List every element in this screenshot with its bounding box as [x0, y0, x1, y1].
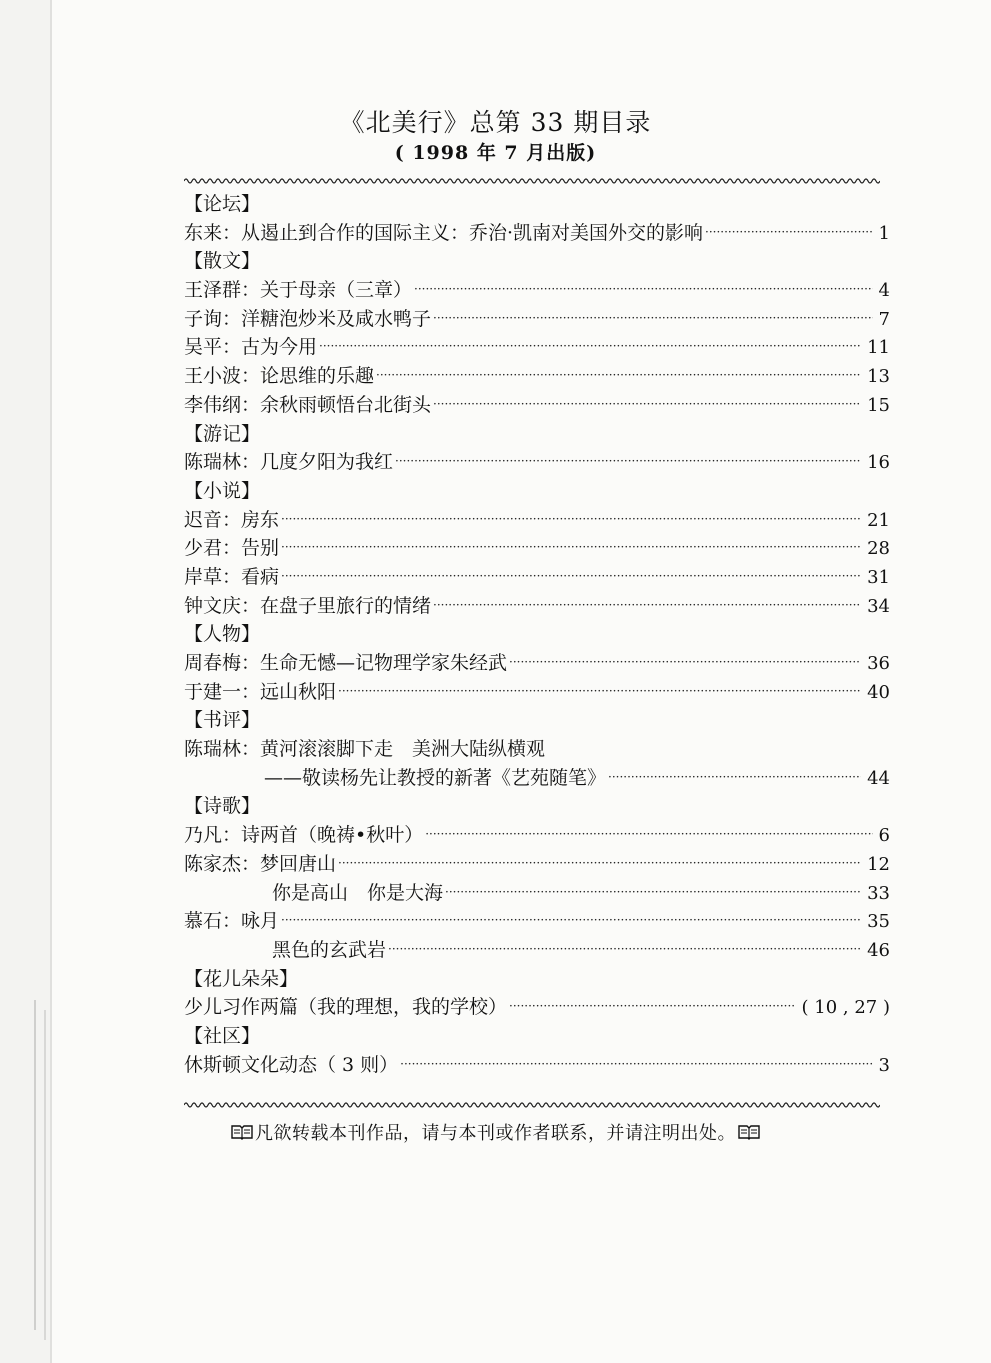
dot-leader	[509, 992, 796, 1021]
dot-leader	[281, 533, 861, 562]
entry-title: 休斯顿文化动态（ 3 则）	[184, 1053, 399, 1076]
page-edge	[50, 0, 52, 1363]
toc-entry	[184, 219, 890, 248]
toc-section-heading	[184, 706, 890, 735]
entry-title: 陈家杰：梦回唐山	[184, 852, 337, 875]
toc-entry	[184, 448, 890, 477]
entry-title: 周春梅：生命无憾—记物理学家朱经武	[184, 652, 508, 674]
toc-section-heading	[184, 620, 890, 649]
entry-title: 李伟纲：余秋雨顿悟台北街头	[184, 393, 432, 416]
page-number: 46	[867, 939, 890, 961]
entry-title: 迟音：房东	[184, 508, 280, 531]
toc-entry	[184, 305, 890, 334]
dot-leader	[388, 935, 861, 964]
page-number: 13	[867, 366, 890, 388]
dot-leader	[319, 332, 861, 361]
toc-entry	[184, 936, 890, 965]
page-number: 6	[878, 825, 890, 847]
dot-leader	[433, 304, 873, 333]
section-label: 【社区】	[184, 1024, 261, 1047]
entry-title: 你是高山 你是大海	[272, 881, 444, 904]
section-label: 【书评】	[184, 709, 261, 732]
toc-section-heading	[184, 477, 890, 506]
toc-section-heading	[184, 247, 890, 276]
entry-title: 陈瑞林：黄河滚滚脚下走 美洲大陆纵横观	[184, 738, 546, 761]
page-number: 33	[867, 882, 890, 904]
toc-entry	[184, 850, 890, 879]
open-book-icon	[231, 1124, 253, 1145]
page-edge	[34, 1000, 36, 1330]
dot-leader	[433, 390, 861, 419]
page-number: 44	[867, 767, 890, 789]
entry-title: 少儿习作两篇（我的理想，我的学校）	[184, 996, 508, 1019]
dot-leader	[433, 591, 861, 620]
page-number: 1	[878, 222, 890, 244]
wavy-divider-top	[184, 176, 880, 186]
entry-title: ——敬读杨先让教授的新著《艺苑随笔》	[264, 766, 607, 789]
dot-leader	[400, 1050, 872, 1079]
page-number: 4	[878, 280, 890, 302]
page-number: 3	[878, 1054, 890, 1076]
reprint-notice-text: 凡欲转载本刊作品，请与本刊或作者联系，并请注明出处。	[255, 1123, 736, 1144]
toc-entry	[184, 678, 890, 707]
toc-section-heading	[184, 792, 890, 821]
dot-leader	[338, 849, 861, 878]
page-number: 28	[867, 538, 890, 560]
page-number: 21	[867, 509, 890, 531]
toc-entry	[184, 821, 890, 850]
table-of-contents	[184, 190, 890, 1079]
toc-entry	[184, 333, 890, 362]
toc-entry	[184, 649, 890, 678]
section-label: 【散文】	[184, 250, 261, 273]
page-number: 36	[867, 653, 890, 674]
dot-leader	[281, 505, 861, 534]
page-number: 35	[867, 911, 890, 933]
toc-entry	[184, 993, 890, 1022]
toc-entry	[184, 506, 890, 535]
entry-title: 陈瑞林：几度夕阳为我红	[184, 451, 394, 474]
page-number: 31	[867, 566, 890, 588]
page-number: 40	[867, 681, 890, 703]
toc-entry	[184, 735, 890, 764]
dot-leader	[281, 562, 861, 591]
entry-title: 乃凡：诗两首（晚祷•秋叶）	[184, 824, 424, 847]
entry-title: 王小波：论思维的乐趣	[184, 365, 375, 388]
dot-leader	[414, 275, 873, 304]
section-label: 【论坛】	[184, 193, 261, 215]
section-label: 【诗歌】	[184, 795, 261, 818]
entry-title: 钟文庆：在盘子里旅行的情绪	[184, 594, 432, 617]
dot-leader	[376, 361, 861, 390]
toc-section-heading	[184, 190, 890, 219]
section-label: 【人物】	[184, 623, 261, 646]
entry-title: 东来：从遏止到合作的国际主义：乔治·凯南对美国外交的影响	[184, 221, 704, 244]
entry-title: 黑色的玄武岩	[272, 938, 387, 961]
page-title: 《北美行》总第 33 期目录	[339, 108, 652, 137]
toc-entry	[184, 276, 890, 305]
page-subtitle: ( 1998 年 7 月出版)	[394, 142, 597, 164]
page-number: 15	[867, 394, 890, 416]
toc-entry	[184, 1051, 890, 1080]
page-number: 11	[867, 337, 890, 359]
dot-leader	[445, 878, 861, 907]
page-number: 12	[867, 853, 890, 875]
entry-title: 王泽群：关于母亲（三章）	[184, 279, 413, 302]
page-number: 7	[878, 308, 890, 330]
dot-leader	[608, 763, 861, 792]
toc-entry	[184, 764, 890, 793]
wavy-divider-bottom	[184, 1100, 880, 1110]
section-label: 【花儿朵朵】	[184, 967, 299, 990]
reprint-notice	[0, 1119, 991, 1145]
dot-leader	[509, 648, 861, 677]
dot-leader	[338, 677, 861, 706]
toc-section-heading	[184, 420, 890, 449]
entry-title: 吴平：古为今用	[184, 336, 318, 359]
page-number: 16	[867, 452, 890, 474]
toc-section-heading	[184, 1022, 890, 1051]
entry-title: 于建一：远山秋阳	[184, 680, 337, 703]
toc-section-heading	[184, 965, 890, 994]
toc-entry	[184, 534, 890, 563]
dot-leader	[705, 218, 873, 247]
entry-title: 岸草：看病	[184, 565, 280, 588]
page-number: ( 10 , 27 )	[801, 997, 890, 1019]
toc-entry	[184, 592, 890, 621]
toc-entry	[184, 907, 890, 936]
toc-entry	[184, 879, 890, 908]
dot-leader	[281, 906, 861, 935]
entry-title: 少君：告别	[184, 537, 280, 560]
dot-leader	[425, 820, 872, 849]
page-edge	[44, 1010, 46, 1340]
entry-title: 子询：洋糖泡炒米及咸水鸭子	[184, 307, 432, 330]
toc-entry	[184, 362, 890, 391]
dot-leader	[395, 447, 861, 476]
toc-entry	[184, 391, 890, 420]
section-label: 【小说】	[184, 479, 261, 502]
page-number: 34	[867, 595, 890, 617]
toc-entry	[184, 563, 890, 592]
section-label: 【游记】	[184, 422, 261, 445]
open-book-icon	[738, 1124, 760, 1145]
entry-title: 慕石：咏月	[184, 910, 280, 933]
